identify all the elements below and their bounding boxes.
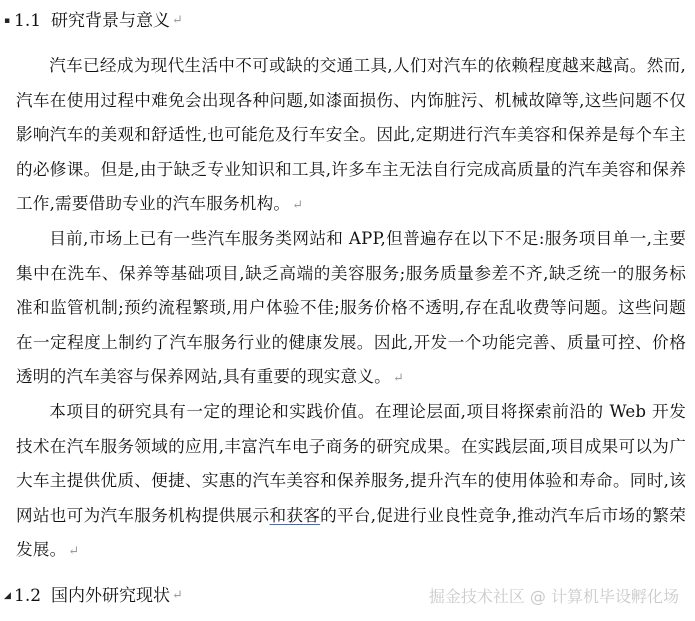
- paragraph-background: [16, 49, 686, 224]
- underlined-text: 和获客: [269, 505, 321, 525]
- heading-marker-icon: ▪: [4, 16, 11, 26]
- heading-title: 国内外研究现状: [51, 586, 171, 606]
- section-heading-1-1: [4, 10, 183, 32]
- heading-title: 研究背景与意义: [51, 11, 171, 31]
- paragraph-mark-icon: ↵: [172, 588, 183, 603]
- heading-number: 1.2: [14, 586, 42, 606]
- paragraph-mark-icon: ↵: [172, 13, 183, 28]
- paragraph-text: 的平台,促进行业良性竞争,推动汽车后市场的繁荣发展。: [16, 505, 686, 560]
- watermark: 掘金技术社区 @ 计算机毕设孵化场: [428, 587, 679, 606]
- paragraph-text: 本项目的研究具有一定的理论和实践价值。在理论层面,项目将探索前沿的 Web 开发技术在汽车服务领域的应用,丰富汽车电子商务的研究成果。在实践层面,项目成果可以为广大车主提供优质、便捷、实惠的汽车美容和保养服务,提升汽车的使用体验和寿命。同时,该网站也可为汽车服务机构提供展示: [16, 402, 686, 525]
- heading-number: 1.1: [14, 11, 42, 31]
- paragraph-mark-icon: ↵: [392, 371, 405, 387]
- paragraph-text: 目前,市场上已有一些汽车服务类网站和 APP,但普遍存在以下不足:服务项目单一,主要集中在洗车、保养等基础项目,缺乏高端的美容服务;服务质量参差不齐,缺乏统一的服务标准和监管机制;预约流程繁琐,用户体验不佳;服务价格不透明,存在乱收费等问题。这些问题在一定程度上制约了汽车服务行业的健康发展。因此,开发一个功能完善、质量可控、价格透明的汽车美容与保养网站,具有重要的现实意义。: [16, 229, 686, 387]
- heading-marker-icon: ◢: [4, 591, 11, 601]
- paragraph-text: 汽车已经成为现代生活中不可或缺的交通工具,人们对汽车的依赖程度越来越高。然而,汽车在使用过程中难免会出现各种问题,如漆面损伤、内饰脏污、机械故障等,这些问题不仅影响汽车的美观和舒适性,也可能危及行车安全。因此,定期进行汽车美容和保养是每个车主的必修课。但是,由于缺乏专业知识和工具,许多车主无法自行完成高质量的汽车美容和保养工作,需要借助专业的汽车服务机构。: [16, 56, 686, 214]
- section-heading-1-2: [4, 585, 183, 607]
- paragraph-research-value: [16, 395, 686, 570]
- paragraph-mark-icon: ↵: [68, 544, 80, 560]
- paragraph-mark-icon: ↵: [292, 198, 304, 214]
- paragraph-market-status: [16, 222, 686, 397]
